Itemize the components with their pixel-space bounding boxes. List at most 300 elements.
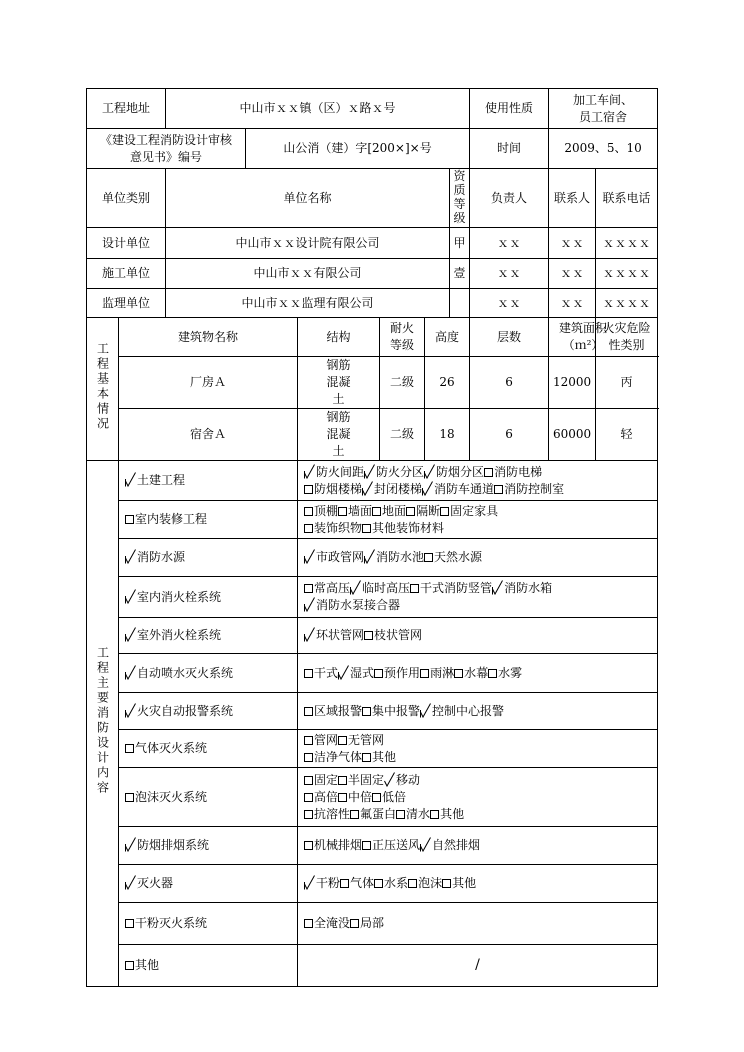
- option-item[interactable]: [350, 916, 384, 930]
- checkbox-icon[interactable]: [304, 776, 313, 785]
- design-item-row: [87, 768, 658, 827]
- design-item-label[interactable]: [119, 461, 298, 501]
- option-label: 消防车通道: [434, 481, 495, 496]
- option-label: 防火间距: [316, 464, 365, 479]
- design-item-options: [298, 693, 658, 730]
- checkbox-icon[interactable]: [454, 669, 463, 678]
- option-item[interactable]: [304, 504, 338, 518]
- building-floors: 6: [470, 357, 549, 409]
- building-row: [87, 409, 658, 461]
- option-item[interactable]: [350, 807, 396, 821]
- option-line: [304, 915, 655, 932]
- design-item-options: [298, 903, 658, 945]
- checked-box-icon: [125, 589, 136, 604]
- design-item-label[interactable]: [119, 693, 298, 730]
- option-label: 地面: [382, 503, 407, 518]
- checkbox-icon[interactable]: [372, 507, 381, 516]
- option-label: 低倍: [382, 789, 407, 804]
- option-item[interactable]: [372, 790, 406, 804]
- building-name: 宿舍Ａ: [119, 409, 298, 461]
- design-item-label[interactable]: [119, 945, 298, 987]
- option-item[interactable]: [362, 704, 420, 718]
- option-label: 顶棚: [314, 503, 339, 518]
- usage-label: 使用性质: [470, 89, 549, 129]
- option-item[interactable]: [384, 773, 420, 787]
- option-item[interactable]: [304, 704, 362, 718]
- option-item[interactable]: [410, 581, 492, 595]
- checkbox-icon[interactable]: [304, 669, 313, 678]
- unit-contact: ｘｘ: [549, 289, 596, 318]
- design-item-row: [87, 618, 658, 654]
- option-label: 其他: [372, 749, 397, 764]
- option-label: 泡沫: [418, 876, 443, 890]
- design-section-label: 工程主要消防设计内容: [87, 461, 119, 987]
- option-item[interactable]: [484, 465, 542, 479]
- building-structure: 钢筋混凝土: [298, 409, 380, 461]
- unit-phone: ｘｘｘｘ: [596, 289, 658, 318]
- address-label: 工程地址: [87, 89, 166, 129]
- design-item-label[interactable]: [119, 768, 298, 827]
- design-item-label-text: 土建工程: [137, 473, 186, 487]
- opinion-label-line2: 意见书》编号: [130, 149, 203, 164]
- unit-name: 中山市ｘｘ监理有限公司: [166, 289, 450, 318]
- design-item-label-text: 其他: [135, 958, 160, 972]
- design-item-options: [298, 730, 658, 768]
- checkbox-icon[interactable]: [374, 879, 383, 888]
- option-item[interactable]: [304, 916, 350, 930]
- checked-box-icon: [304, 464, 315, 479]
- option-label: 墙面: [348, 503, 373, 518]
- checked-box-icon: [125, 665, 136, 680]
- basic-header-row: [87, 318, 658, 357]
- design-item-label[interactable]: [119, 903, 298, 945]
- option-item[interactable]: [430, 807, 464, 821]
- basic-section-label: 工程基本情况: [87, 318, 119, 461]
- option-label: 防烟分区: [436, 464, 485, 479]
- design-item-label[interactable]: [119, 577, 298, 618]
- option-line: [304, 597, 655, 614]
- option-line: [304, 665, 655, 682]
- structure-header: 结构: [298, 318, 380, 357]
- unit-type: 施工单位: [87, 259, 166, 289]
- checkbox-icon[interactable]: [484, 468, 493, 477]
- design-item-options: [298, 768, 658, 827]
- option-label: 高倍: [314, 789, 339, 804]
- design-item-label[interactable]: [119, 501, 298, 539]
- option-item[interactable]: [304, 876, 340, 890]
- checkbox-icon[interactable]: [364, 631, 373, 640]
- checkbox-icon[interactable]: [362, 524, 371, 533]
- option-item[interactable]: [338, 504, 372, 518]
- option-item[interactable]: [364, 465, 424, 479]
- option-item[interactable]: [364, 628, 422, 642]
- unit-name-header: 单位名称: [166, 169, 450, 228]
- option-line: [304, 875, 655, 892]
- unit-leader: ｘｘ: [470, 259, 549, 289]
- fire-rating-header: 耐火等级: [380, 318, 425, 357]
- empty-slash: /: [475, 957, 480, 973]
- checked-box-icon: [364, 549, 375, 564]
- option-label: 隔断: [416, 503, 441, 518]
- option-item[interactable]: [304, 838, 362, 852]
- opinion-label-line1: 《建设工程消防设计审核: [100, 132, 233, 147]
- design-item-row: [87, 730, 658, 768]
- option-label: 市政管网: [316, 550, 365, 564]
- option-item[interactable]: [420, 704, 504, 718]
- option-item[interactable]: [304, 550, 364, 564]
- unit-type: 设计单位: [87, 228, 166, 259]
- checkbox-icon[interactable]: [420, 669, 429, 678]
- checked-box-icon: [125, 549, 136, 564]
- option-item[interactable]: [420, 838, 480, 852]
- option-label: 无管网: [348, 732, 385, 747]
- checkbox-icon[interactable]: [374, 669, 383, 678]
- option-label: 消防水池: [376, 550, 425, 564]
- checkbox-icon[interactable]: [488, 669, 497, 678]
- checkbox-icon[interactable]: [362, 841, 371, 850]
- option-item[interactable]: [304, 482, 362, 496]
- option-label: 枝状管网: [374, 628, 423, 642]
- checked-box-icon: [125, 875, 136, 890]
- option-item[interactable]: [442, 876, 476, 890]
- checkbox-icon[interactable]: [396, 810, 405, 819]
- opinion-value: 山公消（建）字[200×]×号: [246, 129, 470, 169]
- design-item-label-text: 泡沫灭火系统: [135, 789, 208, 804]
- design-item-row: [87, 654, 658, 693]
- design-item-options: [298, 865, 658, 903]
- design-item-label-text: 火灾自动报警系统: [137, 703, 234, 718]
- option-label: 水幕: [464, 665, 489, 680]
- unit-grade: 壹: [450, 259, 470, 289]
- option-label: 防火分区: [376, 464, 425, 479]
- option-line: [304, 732, 655, 749]
- checkbox-icon[interactable]: [125, 744, 134, 753]
- checkbox-icon[interactable]: [304, 753, 313, 762]
- usage-value-line1: 加工车间、: [573, 92, 634, 107]
- checked-box-icon: [125, 472, 136, 487]
- design-item-options: [298, 461, 658, 501]
- option-label: 水系: [384, 876, 409, 890]
- option-item[interactable]: [362, 521, 444, 535]
- design-item-row: [87, 501, 658, 539]
- design-item-label[interactable]: [119, 539, 298, 577]
- building-row: [87, 357, 658, 409]
- option-item[interactable]: [406, 504, 440, 518]
- option-item[interactable]: [424, 465, 484, 479]
- option-label: 预作用: [384, 665, 421, 680]
- checkbox-icon[interactable]: [350, 810, 359, 819]
- option-item[interactable]: [372, 504, 406, 518]
- units-header-row: [87, 169, 658, 228]
- usage-value: [549, 89, 658, 129]
- option-line: [304, 837, 655, 854]
- option-item[interactable]: [488, 666, 522, 680]
- unit-type-header: 单位类别: [87, 169, 166, 228]
- checkbox-icon[interactable]: [304, 584, 313, 593]
- checked-box-icon: [304, 627, 315, 642]
- design-item-row: [87, 461, 658, 501]
- option-item[interactable]: [304, 666, 338, 680]
- design-item-row: [87, 865, 658, 903]
- option-line: [304, 503, 655, 520]
- option-label: 区域报警: [314, 703, 363, 718]
- checkbox-icon[interactable]: [442, 879, 451, 888]
- option-item[interactable]: [304, 750, 362, 764]
- design-item-label-text: 室内消火栓系统: [137, 589, 222, 604]
- checked-box-icon: [420, 837, 431, 852]
- building-height: 26: [425, 357, 470, 409]
- checkbox-icon[interactable]: [340, 879, 349, 888]
- option-item[interactable]: [304, 807, 350, 821]
- option-item[interactable]: [494, 482, 564, 496]
- option-item[interactable]: [304, 790, 338, 804]
- design-item-options: [298, 501, 658, 539]
- option-label: 氟蛋白: [360, 806, 397, 821]
- checkbox-icon[interactable]: [125, 919, 134, 928]
- option-label: 半固定: [348, 772, 385, 787]
- design-item-row: [87, 903, 658, 945]
- option-line: [304, 703, 655, 720]
- building-hazard: 丙: [596, 357, 658, 409]
- checkbox-icon[interactable]: [125, 793, 134, 802]
- option-label: 其他: [440, 806, 465, 821]
- option-label: 管网: [314, 732, 339, 747]
- checkbox-icon[interactable]: [304, 736, 313, 745]
- building-structure: 钢筋混凝土: [298, 357, 380, 409]
- option-label: 固定: [314, 772, 339, 787]
- checked-box-icon: [125, 627, 136, 642]
- option-label: 洁净气体: [314, 749, 363, 764]
- address-row: [87, 89, 658, 129]
- checkbox-icon[interactable]: [338, 507, 347, 516]
- option-label: 天然水源: [434, 550, 483, 564]
- design-item-label-text: 干粉灭火系统: [135, 916, 208, 930]
- option-item[interactable]: [304, 581, 350, 595]
- option-item[interactable]: [362, 482, 422, 496]
- option-item[interactable]: [304, 521, 362, 535]
- option-label: 消防电梯: [494, 464, 543, 479]
- checkbox-icon[interactable]: [424, 553, 433, 562]
- option-label: 干粉: [316, 876, 341, 890]
- fire-design-form: [86, 88, 658, 987]
- design-item-label[interactable]: [119, 827, 298, 865]
- checkbox-icon[interactable]: [338, 793, 347, 802]
- option-item[interactable]: [304, 465, 364, 479]
- option-label: 临时高压: [362, 581, 411, 595]
- option-label: 自然排烟: [432, 838, 481, 852]
- design-item-options: [298, 539, 658, 577]
- option-label: 移动: [396, 772, 421, 787]
- option-label: 其他: [452, 876, 477, 890]
- design-item-label-text: 室外消火栓系统: [137, 628, 222, 642]
- building-floors: 6: [470, 409, 549, 461]
- checkbox-icon[interactable]: [372, 793, 381, 802]
- option-line: [304, 481, 655, 498]
- unit-contact: ｘｘ: [549, 228, 596, 259]
- checkbox-icon[interactable]: [410, 584, 419, 593]
- option-item[interactable]: [304, 733, 338, 747]
- option-item[interactable]: [440, 504, 498, 518]
- unit-row: [87, 289, 658, 318]
- option-item[interactable]: [374, 876, 408, 890]
- option-label: 清水: [406, 806, 431, 821]
- address-value: 中山市ｘｘ镇（区）ｘ路ｘ号: [166, 89, 470, 129]
- option-label: 消防水泵接合器: [316, 598, 401, 612]
- checkbox-icon[interactable]: [440, 507, 449, 516]
- design-item-options: [298, 577, 658, 618]
- checkbox-icon[interactable]: [338, 776, 347, 785]
- unit-phone: ｘｘｘｘ: [596, 259, 658, 289]
- option-label: 抗溶性: [314, 806, 351, 821]
- option-item[interactable]: [304, 598, 400, 612]
- unit-contact: ｘｘ: [549, 259, 596, 289]
- option-item[interactable]: [374, 666, 420, 680]
- option-item[interactable]: [492, 581, 552, 595]
- unit-phone-header: 联系电话: [596, 169, 658, 228]
- building-hazard: 轻: [596, 409, 658, 461]
- option-label: 中倍: [348, 789, 373, 804]
- check-mark-icon: [384, 772, 395, 787]
- checkbox-icon[interactable]: [350, 919, 359, 928]
- option-item[interactable]: [454, 666, 488, 680]
- checked-box-icon: [125, 703, 136, 718]
- design-item-label-text: 气体灭火系统: [135, 741, 208, 755]
- option-label: 封闭楼梯: [374, 481, 423, 496]
- checkbox-icon[interactable]: [304, 919, 313, 928]
- option-item[interactable]: [420, 666, 454, 680]
- option-label: 其他装饰材料: [372, 520, 445, 535]
- checkbox-icon[interactable]: [494, 485, 503, 494]
- checked-box-icon: [338, 665, 349, 680]
- option-line: [304, 520, 655, 537]
- option-label: 局部: [360, 916, 385, 930]
- time-label: 时间: [470, 129, 549, 169]
- unit-contact-header: 联系人: [549, 169, 596, 228]
- option-item[interactable]: [338, 733, 384, 747]
- time-value: 2009、5、10: [549, 129, 658, 169]
- design-item-label[interactable]: [119, 654, 298, 693]
- design-item-label[interactable]: [119, 730, 298, 768]
- area-header: 建筑面积（ｍ²）: [549, 318, 596, 357]
- checked-box-icon: [304, 875, 315, 890]
- building-area: 60000: [549, 409, 596, 461]
- option-line: [304, 789, 655, 806]
- checkbox-icon[interactable]: [304, 485, 313, 494]
- checkbox-icon[interactable]: [304, 524, 313, 533]
- option-label: 湿式: [350, 665, 375, 680]
- unit-leader: ｘｘ: [470, 228, 549, 259]
- design-item-label[interactable]: [119, 865, 298, 903]
- option-item[interactable]: [338, 773, 384, 787]
- floors-header: 层数: [470, 318, 549, 357]
- building-fire-rating: 二级: [380, 409, 425, 461]
- option-label: 环状管网: [316, 628, 365, 642]
- unit-grade: [450, 289, 470, 318]
- building-area: 12000: [549, 357, 596, 409]
- option-label: 干式: [314, 665, 339, 680]
- option-item[interactable]: [304, 628, 364, 642]
- option-label: 全淹没: [314, 916, 351, 930]
- design-item-options: [298, 618, 658, 654]
- hazard-header: 火灾危险性类别: [596, 318, 658, 357]
- design-item-label-text: 自动喷水灭火系统: [137, 665, 234, 680]
- design-item-row: [87, 539, 658, 577]
- checked-box-icon: [304, 549, 315, 564]
- option-item[interactable]: [422, 482, 494, 496]
- checkbox-icon[interactable]: [362, 707, 371, 716]
- option-item[interactable]: [304, 773, 338, 787]
- unit-leader-header: 负责人: [470, 169, 549, 228]
- option-label: 装饰织物: [314, 520, 363, 535]
- checked-box-icon: [424, 464, 435, 479]
- unit-type: 监理单位: [87, 289, 166, 318]
- option-item[interactable]: [364, 550, 424, 564]
- design-item-row: [87, 945, 658, 987]
- checked-box-icon: [492, 580, 503, 595]
- checkbox-icon[interactable]: [362, 753, 371, 762]
- option-item[interactable]: [362, 838, 420, 852]
- usage-value-line2: 员工宿舍: [579, 109, 628, 124]
- unit-row: [87, 228, 658, 259]
- unit-row: [87, 259, 658, 289]
- option-item[interactable]: [350, 581, 410, 595]
- checkbox-icon[interactable]: [304, 793, 313, 802]
- option-item[interactable]: [338, 666, 374, 680]
- checkbox-icon[interactable]: [338, 736, 347, 745]
- design-item-label-text: 消防水源: [137, 550, 186, 564]
- option-label: 常高压: [314, 581, 351, 595]
- checkbox-icon[interactable]: [430, 810, 439, 819]
- option-label: 消防控制室: [504, 481, 565, 496]
- option-item[interactable]: [340, 876, 374, 890]
- unit-grade-header: 资质等级: [450, 169, 470, 228]
- opinion-label: [87, 129, 246, 169]
- option-item[interactable]: [362, 750, 396, 764]
- design-item-row: [87, 827, 658, 865]
- checkbox-icon[interactable]: [304, 841, 313, 850]
- option-label: 水雾: [498, 665, 523, 680]
- option-line: [304, 464, 655, 481]
- design-item-options: [298, 945, 658, 987]
- checkbox-icon[interactable]: [304, 507, 313, 516]
- unit-phone: ｘｘｘｘ: [596, 228, 658, 259]
- option-line: [304, 627, 655, 644]
- option-item[interactable]: [424, 550, 482, 564]
- checked-box-icon: [304, 597, 315, 612]
- building-name: 厂房Ａ: [119, 357, 298, 409]
- option-item[interactable]: [408, 876, 442, 890]
- checkbox-icon[interactable]: [406, 507, 415, 516]
- option-item[interactable]: [396, 807, 430, 821]
- checkbox-icon[interactable]: [304, 707, 313, 716]
- unit-name: 中山市ｘｘ有限公司: [166, 259, 450, 289]
- design-item-label-text: 室内装修工程: [135, 512, 208, 526]
- checkbox-icon[interactable]: [125, 515, 134, 524]
- design-item-row: [87, 693, 658, 730]
- checkbox-icon[interactable]: [125, 961, 134, 970]
- checkbox-icon[interactable]: [304, 810, 313, 819]
- design-item-label[interactable]: [119, 618, 298, 654]
- unit-leader: ｘｘ: [470, 289, 549, 318]
- checked-box-icon: [362, 481, 373, 496]
- unit-name: 中山市ｘｘ设计院有限公司: [166, 228, 450, 259]
- unit-grade: 甲: [450, 228, 470, 259]
- option-item[interactable]: [338, 790, 372, 804]
- checkbox-icon[interactable]: [408, 879, 417, 888]
- option-label: 雨淋: [430, 665, 455, 680]
- checked-box-icon: [420, 703, 431, 718]
- option-label: 干式消防竖管: [420, 581, 493, 595]
